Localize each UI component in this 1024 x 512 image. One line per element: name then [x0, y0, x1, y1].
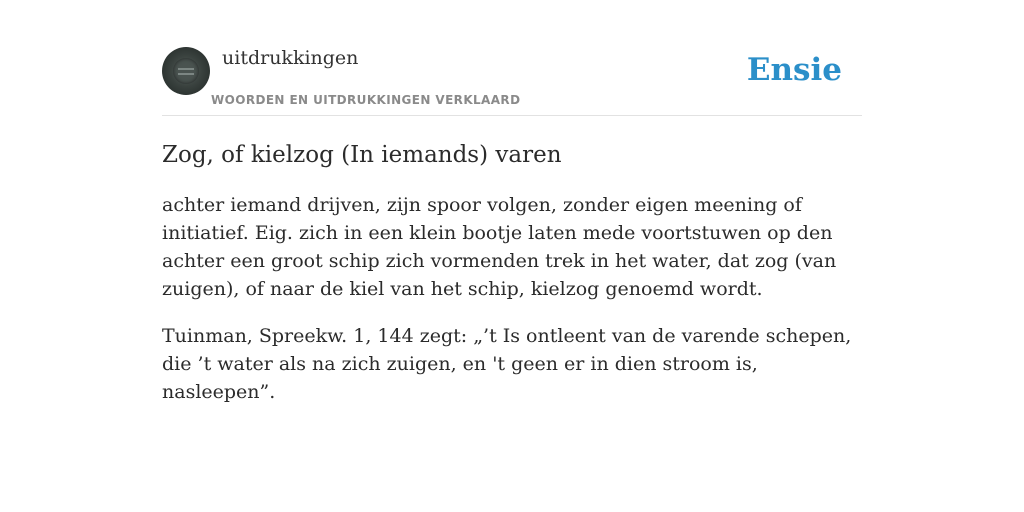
- site-tagline: WOORDEN EN UITDRUKKINGEN VERKLAARD: [211, 93, 521, 107]
- entry-quote: Tuinman, Spreekw. 1, 144 zegt: „’t Is ontleent van de varende schepen, die ’t water als na zich zuigen, en 't geen er in dien stroom is, nasleepen”.: [162, 325, 852, 403]
- site-avatar[interactable]: [162, 47, 210, 95]
- site-header: [162, 46, 862, 116]
- entry-title: Zog, of kielzog (In iemands) varen: [162, 142, 562, 168]
- book-avatar-icon: [173, 58, 199, 84]
- page-container: [162, 46, 862, 406]
- ensie-logo-link[interactable]: Ensie: [746, 52, 842, 88]
- site-name[interactable]: uitdrukkingen: [222, 47, 359, 69]
- entry-definition: achter iemand drijven, zijn spoor volgen, zonder eigen meening of initiatief. Eig. zich in een klein bootje laten mede voortstuwen op den achter een groot schip zich vormenden trek in het water, dat zog (van zuigen), of naar de kiel van het schip, kielzog genoemd wordt.: [162, 194, 837, 300]
